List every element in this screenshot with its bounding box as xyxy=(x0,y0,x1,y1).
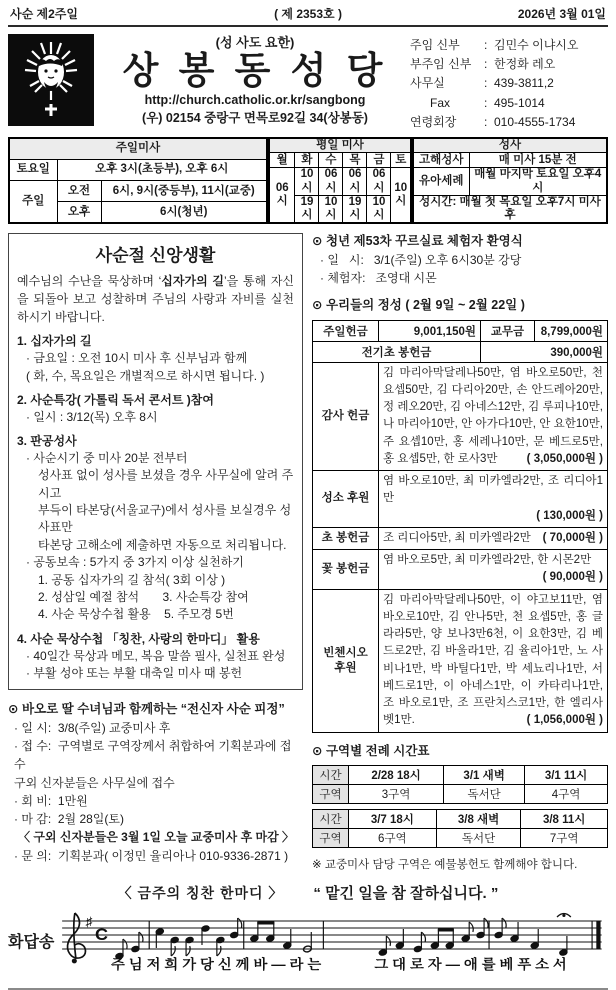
sacrament-title: 성사 xyxy=(413,138,607,153)
retreat-line: · 마 감: 2월 28일(토) xyxy=(14,812,124,827)
holy-hour: 성시간: 매월 첫 목요일 오후7시 미사후 xyxy=(413,195,607,223)
offerings-row-main xyxy=(313,320,608,341)
flower-donors xyxy=(379,550,608,590)
cursillo-heading: ⊙ 청년 제53차 꾸르실료 체험자 환영식 xyxy=(312,234,523,249)
retreat-line: 구외 신자분들은 사무실에 접수 xyxy=(14,775,175,790)
day-sat: 토 xyxy=(391,153,411,168)
confession-label: 고해성사 xyxy=(413,153,469,168)
zone-cell: 독서단 xyxy=(436,829,521,848)
district-time-row xyxy=(313,810,608,829)
fri-time-1: 06시 xyxy=(367,168,391,195)
church-url[interactable]: http://church.catholic.or.kr/sangbong xyxy=(144,92,366,107)
wed-time-2: 10시 xyxy=(319,195,343,223)
retreat-deadline: 〈 구외 신자분들은 3월 1일 오늘 교중미사 후 마감 〉 xyxy=(18,830,295,845)
zone-label: 구역 xyxy=(313,785,349,804)
contact-colon: : xyxy=(484,57,488,72)
zone-cell: 7구역 xyxy=(521,829,608,848)
zone-cell: 4구역 xyxy=(525,785,608,804)
item-line: 타본당 고해소에 제출하면 자동으로 처리됩니다. xyxy=(38,537,287,552)
day-fri: 금 xyxy=(367,153,391,168)
candle-donors xyxy=(379,527,608,549)
praise-title: 〈 금주의 칭찬 한마디 〉 xyxy=(117,884,284,901)
contact-value: 439-3811,2 xyxy=(494,76,554,91)
item-line: · 부활 성야 또는 부활 대축일 미사 때 봉헌 xyxy=(26,665,243,680)
left-column xyxy=(8,233,303,864)
item-line: 2. 성삼일 예절 참석 3. 사순특강 참여 xyxy=(38,590,249,604)
mon-time: 06시 xyxy=(269,168,295,223)
cursillo-section xyxy=(312,233,608,288)
thu-time-1: 06시 xyxy=(343,168,367,195)
pm-label: 오후 xyxy=(57,202,101,223)
psalm-label: 화답송 xyxy=(8,934,55,951)
time-slot: 2/28 18시 xyxy=(349,766,444,785)
intro-bold: 십자가의 길 xyxy=(161,274,224,289)
item-line: ( 화, 수, 목요일은 개별적으로 하시면 됩니다. ) xyxy=(26,368,265,383)
candle-label: 초 봉헌금 xyxy=(313,527,379,549)
item-line: · 금요일 : 오전 10시 미사 후 신부님과 함께 xyxy=(26,351,248,366)
issue-date: 2026년 3월 01일 xyxy=(517,7,607,21)
offerings-row-vincent xyxy=(313,589,608,732)
notes-phrase-1 xyxy=(115,918,312,960)
time-label: 시간 xyxy=(313,810,349,829)
donor-total: ( 70,000원 ) xyxy=(542,531,603,544)
contact-value: 한정화 레오 xyxy=(494,57,556,72)
intro-post: ’을 통해 자신을 되돌아 보고 성찰하며 주님의 사랑과 자비를 실천하시기 바랍니다. xyxy=(17,274,295,325)
retreat-line: · 회 비: 1만원 xyxy=(14,793,88,808)
offerings-row-thanks xyxy=(313,362,608,471)
item-line: 성사표 없이 성사를 보셨을 경우 사무실에 알려 주시고 xyxy=(38,468,294,500)
title-block xyxy=(100,32,410,132)
time-slot: 3/8 11시 xyxy=(521,810,608,829)
zone-cell: 6구역 xyxy=(349,829,437,848)
district-zone-row xyxy=(313,829,608,848)
retreat-heading: ⊙ 바오로 딸 수녀님과 함께하는 “전신자 사순 피정” xyxy=(8,702,285,717)
lent-title: 사순절 신앙생활 xyxy=(95,246,216,266)
offerings-heading: ⊙ 우리들의 정성 ( 2월 9일 ~ 2월 22일 ) xyxy=(312,298,525,312)
pm-times: 6시(청년) xyxy=(101,202,267,223)
time-label: 시간 xyxy=(313,766,349,785)
sacrament-table xyxy=(412,137,608,224)
contact-colon: : xyxy=(484,114,488,129)
contact-colon: : xyxy=(484,76,488,91)
intro-pre: 예수님의 수난을 묵상하며 ‘ xyxy=(17,274,162,289)
weekday-mass-table xyxy=(268,137,412,224)
donor-total: ( 90,000원 ) xyxy=(542,571,603,584)
lent-section xyxy=(8,233,303,690)
lyrics-phrase-2: 그 대 로 자 ― 애 를 베 푸 소 서 xyxy=(374,956,567,972)
district-zone-row xyxy=(313,785,608,804)
confession-time: 매 미사 15분 전 xyxy=(469,153,607,168)
vocation-donors xyxy=(379,471,608,528)
tithe-label: 교무금 xyxy=(481,320,535,341)
sat-time: 10시 xyxy=(391,168,411,223)
cursillo-line: · 일 시: 3/1(주일) 오후 6시30분 강당 xyxy=(320,252,522,267)
contact-row xyxy=(410,94,608,113)
retreat-line: · 접 수: 구역별로 구역장께서 취합하여 기획분과에 접수 xyxy=(14,739,292,772)
offerings-row-vocation xyxy=(313,471,608,528)
top-bar xyxy=(8,3,608,27)
praise-quote: “ 맡긴 일을 참 잘하십니다. ” xyxy=(313,885,499,902)
jesus-face-icon xyxy=(8,34,94,126)
saturday-label: 토요일 xyxy=(9,159,57,180)
offerings-row-flower xyxy=(313,550,608,590)
time-signature: C xyxy=(95,924,109,944)
mass-schedule xyxy=(8,137,608,224)
item-title: 1. 십자가의 길 xyxy=(17,334,92,349)
thu-time-2: 19시 xyxy=(343,195,367,223)
zone-cell: 독서단 xyxy=(444,785,525,804)
sunday-offering-amount: 9,001,150원 xyxy=(379,320,481,341)
item-title: 4. 사순 묵상수첩 「칭찬, 사랑의 한마디」 활용 xyxy=(17,631,260,646)
lent-intro xyxy=(17,272,294,326)
contact-label: 연령회장 xyxy=(410,114,457,129)
church-address: (우) 02154 중랑구 면목로92길 34(상봉동) xyxy=(142,110,368,125)
patron-saint: (성 사도 요한) xyxy=(215,35,295,50)
sunday-mass-title: 주일미사 xyxy=(9,138,267,159)
retreat-line: · 문 의: 기획분과( 이정민 율리아나 010-9336-2871 ) xyxy=(14,848,289,863)
thanks-donors xyxy=(379,362,608,471)
day-mon: 월 xyxy=(269,153,295,168)
retreat-line: · 일 시: 3/8(주일) 교중미사 후 xyxy=(14,720,171,735)
item-title: 2. 사순특강( 가톨릭 독서 콘서트 )참여 xyxy=(17,392,214,407)
contact-colon: : xyxy=(484,95,488,110)
music-staff xyxy=(60,907,608,985)
time-slot: 3/1 11시 xyxy=(525,766,608,785)
sunday-label: 주일 xyxy=(9,181,57,224)
district-table-2 xyxy=(312,809,608,848)
day-tue: 화 xyxy=(295,153,319,168)
baptism-label: 유아세례 xyxy=(413,168,469,195)
wed-time-1: 06시 xyxy=(319,168,343,195)
donor-list: 염 바오로5만, 최 미카엘라2만, 한 시몬2만 xyxy=(383,554,592,566)
contact-row xyxy=(410,36,608,55)
contact-row xyxy=(410,74,608,93)
thanks-label: 감사 헌금 xyxy=(313,362,379,471)
season-label: 사순 제2주일 xyxy=(10,7,78,21)
item-line: · 공동보속 : 5가지 중 3가지 이상 실천하기 xyxy=(26,555,244,570)
lent-item-2 xyxy=(17,392,294,426)
praise-line xyxy=(8,882,608,903)
responsorial-psalm xyxy=(8,907,608,990)
tue-time-2: 19시 xyxy=(295,195,319,223)
church-logo xyxy=(8,32,100,132)
early-offering-label: 전기초 봉헌금 xyxy=(313,341,481,362)
vincent-donors xyxy=(379,589,608,732)
donor-total: ( 130,000원 ) xyxy=(536,509,603,522)
time-slot: 3/1 새벽 xyxy=(444,766,525,785)
sunday-offering-label: 주일헌금 xyxy=(313,320,379,341)
district-section xyxy=(312,743,608,873)
contact-label: Fax xyxy=(410,95,451,110)
donor-list: 염 바오로10만, 최 미카엘라2만, 조 리디아1만 xyxy=(383,475,603,505)
donor-total: ( 3,050,000원 ) xyxy=(526,452,603,465)
contact-row xyxy=(410,113,608,132)
contact-block xyxy=(410,32,608,132)
item-line: · 사순시기 중 미사 20분 전부터 xyxy=(26,450,188,465)
right-column xyxy=(312,233,608,872)
item-line: 부득이 타본당(서울교구)에서 성사를 보실경우 성사표만 xyxy=(38,503,292,535)
sunday-mass-table xyxy=(8,137,268,224)
day-thu: 목 xyxy=(343,153,367,168)
item-line: 4. 사순 묵상수첩 활용 5. 주모경 5번 xyxy=(38,607,234,622)
vincent-label: 빈첸시오 후원 xyxy=(313,589,379,732)
contact-colon: : xyxy=(484,38,488,52)
contact-value: 김민수 이냐시오 xyxy=(494,38,579,52)
lent-item-4 xyxy=(17,631,294,683)
contact-row xyxy=(410,55,608,74)
donor-list: 김 마리아막달레나50만, 염 바오로50만, 천 요셉50만, 김 다리아20만, 손 안드레아20만, 정 레오20만, 김 아네스12만, 김 루피나10만, 나 마리아10만, 안 아가다10만, 안 요한10만, 주 요셉10만, 홍 세레나10만, 문 베드로5만, 홍 요셉5만, 한 로사3만 xyxy=(383,366,603,465)
item-title: 3. 판공성사 xyxy=(17,434,77,449)
contact-label: 사무실 xyxy=(410,76,445,91)
am-label: 오전 xyxy=(57,181,101,202)
time-slot: 3/7 18시 xyxy=(349,810,437,829)
masthead xyxy=(8,32,608,132)
vocation-label: 성소 후원 xyxy=(313,471,379,528)
am-times: 6시, 9시(중등부), 11시(교중) xyxy=(101,181,267,202)
item-line: · 일시 : 3/12(목) 오후 8시 xyxy=(26,409,158,424)
cursillo-line: · 체험자: 조영대 시몬 xyxy=(320,271,437,286)
weekday-mass-title: 평일 미사 xyxy=(269,138,411,153)
offerings-row-candle2 xyxy=(313,527,608,549)
tithe-amount: 8,799,000원 xyxy=(535,320,608,341)
retreat-section xyxy=(8,701,303,864)
lent-item-3 xyxy=(17,433,294,624)
flower-label: 꽃 봉헌금 xyxy=(313,550,379,590)
donor-list: 조 리디아5만, 최 미카엘라2만 xyxy=(383,531,531,544)
offerings-row-candle xyxy=(313,341,608,362)
contact-value: 010-4555-1734 xyxy=(494,114,576,129)
item-line: 1. 공동 십자가의 길 참석( 3회 이상 ) xyxy=(38,572,226,587)
donor-total: ( 1,056,000원 ) xyxy=(526,714,603,727)
baptism-time: 매월 마지막 토요일 오후4시 xyxy=(469,168,607,195)
lent-item-1 xyxy=(17,333,294,385)
saturday-times: 오후 3시(초등부), 오후 6시 xyxy=(57,159,267,180)
offerings-table xyxy=(312,320,608,733)
church-name: 상 봉 동 성 당 xyxy=(122,50,388,91)
fri-time-2: 10시 xyxy=(367,195,391,223)
district-note: ※ 교중미사 담당 구역은 예물봉헌도 함께해야 합니다. xyxy=(312,859,578,871)
lyrics-phrase-1: 주 님 저 희 가 당 신 께 바 ― 라 는 xyxy=(110,956,322,972)
zone-cell: 3구역 xyxy=(349,785,444,804)
content-columns xyxy=(8,233,608,872)
district-time-row xyxy=(313,766,608,785)
contact-label: 부주임 신부 xyxy=(410,57,472,72)
day-wed: 수 xyxy=(319,153,343,168)
item-line: · 40일간 묵상과 메모, 복음 말씀 필사, 실천표 완성 xyxy=(26,648,286,663)
key-signature-sharp: ♯ xyxy=(85,914,93,929)
contact-label: 주임 신부 xyxy=(410,38,460,52)
issue-number: ( 제 2353호 ) xyxy=(274,7,342,21)
contact-value: 495-1014 xyxy=(494,95,545,110)
district-heading: ⊙ 구역별 전례 시간표 xyxy=(312,743,430,758)
time-slot: 3/8 새벽 xyxy=(436,810,521,829)
tue-time-1: 10시 xyxy=(295,168,319,195)
early-offering-amount: 390,000원 xyxy=(481,341,608,362)
zone-label: 구역 xyxy=(313,829,349,848)
donor-list: 김 마리아막달레나50만, 이 야고보11만, 염 바오로10만, 김 안나5만, 천 요셉5만, 홍 글라라5만, 양 보나3만6천, 이 요한3만, 김 베드로2만, 김 바울라1만, 김 율리아1만, 노 사비나1만, 박 바틸다1만, 박 세뇨리나1만, 서 베드로1만, 이 아네스1만, 이 카타리나1만, 조 바오로1만, 조 프란치스코1만, 한 엘리사벳1만. xyxy=(383,593,603,727)
district-table-1 xyxy=(312,765,608,804)
